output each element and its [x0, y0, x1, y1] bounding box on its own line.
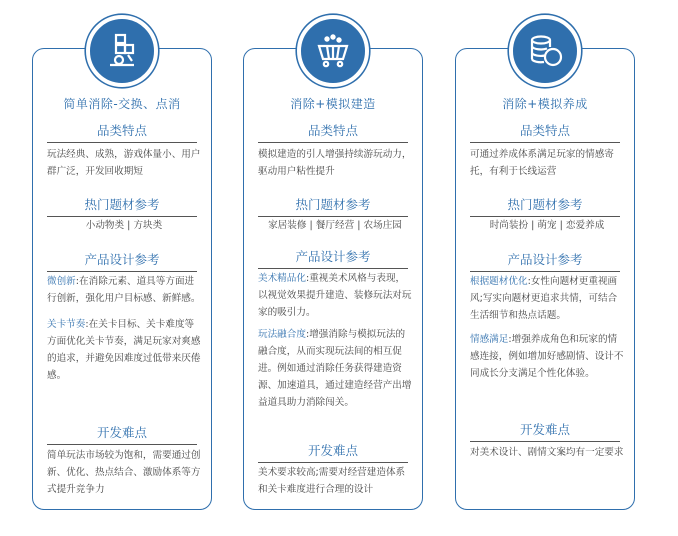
design-title: 产品设计参考: [47, 250, 197, 272]
design-item-text: :重视美术风格与表现，以视觉效果提升建造、装修玩法对玩家的吸引力。: [258, 273, 412, 318]
design-item-label: 美术精品化: [258, 273, 306, 284]
coins-stack-icon: [509, 15, 581, 87]
design-item: [47, 316, 201, 384]
design-list: [258, 270, 412, 411]
features-title: 品类特点: [470, 121, 620, 143]
design-item-text: :增强养成角色和玩家的情感连接，例如增加好感剧情、设计不同成长分支满足个性化体验。: [470, 334, 624, 379]
design-item-label: 玩法融合度: [258, 329, 306, 340]
difficulty-text: 对美术设计、剧情文案均有一定要求: [470, 447, 624, 458]
design-item: [470, 331, 624, 382]
design-list: [470, 273, 624, 382]
topics-text: 家居装修 | 餐厅经营 | 农场庄园: [268, 220, 402, 231]
difficulty-text: 简单玩法市场较为饱和，需要通过创新、优化、热点结合、激励体系等方式提升竞争力: [47, 450, 201, 495]
design-item-text: :在消除元素、道具等方面进行创新，强化用户目标感、新鲜感。: [47, 276, 201, 304]
cart-icon: [297, 15, 369, 87]
design-item-text: :女性向题材更重视画风;写实向题材更追求共情，可结合生活细节和热点话题。: [470, 276, 618, 321]
topics-text: 小动物类 | 方块类: [85, 220, 163, 231]
design-item: [258, 270, 412, 321]
blocks-stack-icon: [86, 15, 158, 87]
card-title: 消除+模拟养成: [502, 97, 588, 111]
design-item-label: 情感满足: [470, 334, 509, 345]
card-match-nurture: [455, 48, 635, 510]
design-item-text: :在关卡目标、关卡难度等方面优化关卡节奏，满足玩家对爽感的追求，并避免因难度过低带来厌倦感。: [47, 319, 201, 381]
design-list: [47, 273, 201, 384]
features-text: 模拟建造的引人增强持续游玩动力，驱动用户粘性提升: [258, 149, 412, 177]
topics-title: 热门题材参考: [258, 195, 408, 217]
features-text: 玩法经典、成熟，游戏体量小、用户群广泛，开发回收期短: [47, 149, 201, 177]
topics-text: 时尚装扮 | 萌宠 | 恋爱养成: [489, 220, 605, 231]
design-item: [47, 273, 201, 307]
design-item-label: 根据题材优化: [470, 276, 528, 287]
features-title: 品类特点: [47, 121, 197, 143]
card-title: 消除+模拟建造: [290, 97, 376, 111]
design-item-text: :增强消除与模拟玩法的融合度，从而实现玩法间的相互促进。例如通过消除任务获得建造资源、加速道具，通过建造经营产出增益道具助力消除闯关。: [258, 329, 412, 408]
design-title: 产品设计参考: [258, 247, 408, 269]
difficulty-text: 美术要求较高;需要对经营建造体系和关卡难度进行合理的设计: [258, 467, 406, 495]
difficulty-title: 开发难点: [47, 423, 197, 445]
topics-title: 热门题材参考: [47, 195, 197, 217]
design-title: 产品设计参考: [470, 250, 620, 272]
difficulty-title: 开发难点: [258, 441, 408, 463]
features-title: 品类特点: [258, 121, 408, 143]
card-match-building: [243, 48, 423, 510]
card-simple-match: [32, 48, 212, 510]
design-item: [258, 326, 412, 411]
design-item: [470, 273, 624, 324]
card-title: 简单消除-交换、点消: [63, 97, 181, 111]
design-item-label: 微创新: [47, 276, 76, 287]
design-item-label: 关卡节奏: [47, 319, 86, 330]
difficulty-title: 开发难点: [470, 420, 620, 442]
topics-title: 热门题材参考: [470, 195, 620, 217]
features-text: 可通过养成体系满足玩家的情感寄托，有利于长线运营: [470, 149, 614, 177]
